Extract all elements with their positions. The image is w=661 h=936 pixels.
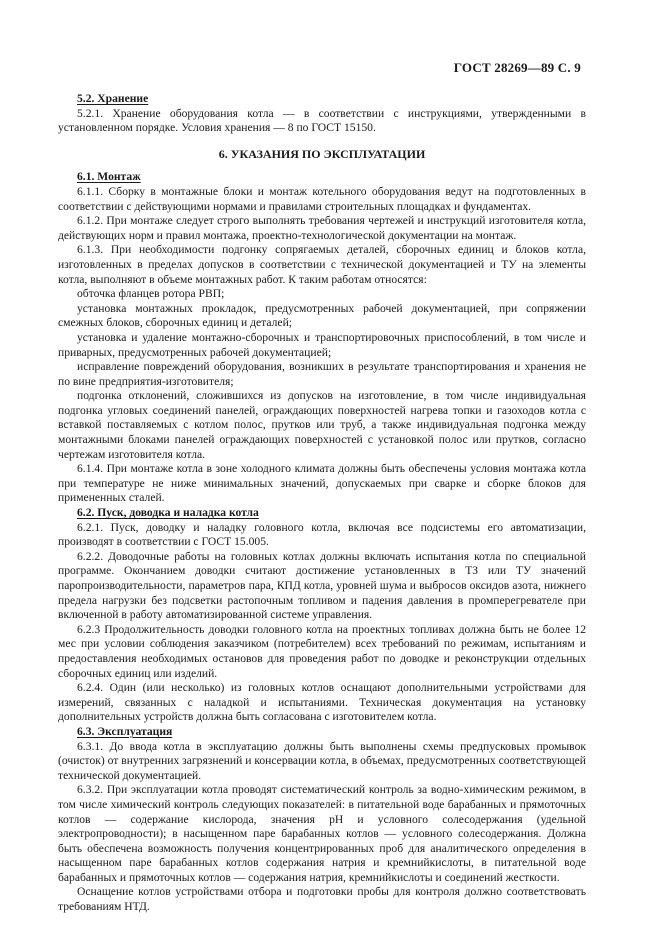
paragraph-6-2-3: 6.2.3 Продолжительность доводки головного котла на проектных топливах должна быть не более 12 мес при условии соблюдения заказчиком (потребителем) всех требований по режимам, испытаниям и предоставления необходимых остановов для проведения работ по доводке и реконструкции отдельных сборочных единиц или изделий. [58,622,586,680]
paragraph-6-2-2: 6.2.2. Доводочные работы на головных котлах должны включать испытания котла по специальной программе. Окончанием доводки считают достижение установленных в ТЗ или ТУ значений паропроизводительности, параметров пара, КПД котла, уровней шума и выбросов оксидов азота, нижнего предела нагрузки без подсветки растопочным топливом и падения давления в промперегревателе при включенной в работу автоматизированной системе управления. [58,549,586,622]
paragraph-6-1-3: 6.1.3. При необходимости подгонку сопрягаемых деталей, сборочных единиц и блоков котла, изготовленных в пределах допусков в соответствии с технической документацией и ТУ на элементы котла, выполняют в объеме монтажных работ. К таким работам относятся: [58,243,586,286]
section-heading-6-1: 6.1. Монтаж [77,170,141,184]
paragraph-6-3-2: 6.3.2. При эксплуатации котла проводят систематический контроль за водно-химическим режимом, в том числе химический контроль следующих показателей: в питательной воде барабанных и прямоточных котлов — содержание кислорода, значения pH и условного солесодержания (удельной электропроводности); в насыщенном паре барабанных котлов — условного солесодержания. Должна быть обеспечена возможность получения концентрированных проб для аналитического определения в насыщенном паре барабанных котлов содержания натрия и кремнийкислоты, в питательной воде барабанных и прямоточных котлов — содержания натрия, кремнийкислоты и соединений жесткости. [58,783,586,884]
section-heading-6-3: 6.3. Эксплуатация [77,724,173,738]
paragraph-6-1-2: 6.1.2. При монтаже следует строго выполнять требования чертежей и инструкций изготовителя котла, действующих норм и правил монтажа, проектно-технологической документации на монтаж. [58,214,586,242]
paragraph-5-2-1: 5.2.1. Хранение оборудования котла — в соответствии с инструкциями, утвержденными в установленном порядке. Условия хранения — 8 по ГОСТ 15150. [58,106,586,135]
paragraph-6-2-1: 6.2.1. Пуск, доводку и наладку головного котла, включая все подсистемы его автоматизации, производят в соответствии с ГОСТ 15.005. [58,520,586,549]
chapter-heading-6: 6. УКАЗАНИЯ ПО ЭКСПЛУАТАЦИИ [218,146,426,161]
paragraph-6-3-3: Оснащение котлов устройствами отбора и подготовки пробы для контроля должно соответствовать требованиям НТД. [58,885,586,914]
paragraph-6-3-1: 6.3.1. До ввода котла в эксплуатацию должны быть выполнены схемы предпусковых промывок (очисток) от внутренних загрязнений и консервации котла, в объемах, предусмотренных соответствующей технической документацией. [58,739,587,782]
list-item: установка монтажных прокладок, предусмотренных рабочей документацией, при сопряжении смежных блоков, сборочных единиц и деталей; [58,301,586,330]
running-header: ГОСТ 28269—89 С. 9 [453,60,581,75]
list-item: установка и удаление монтажно-сборочных и транспортировочных приспособлений, в том числе и приварных, предусмотренных рабочей документацией; [58,330,586,359]
list-item: исправление повреждений оборудования, возникших в результате транспортирования и хранения не по вине предприятия-изготовителя; [58,360,586,388]
paragraph-6-2-4: 6.2.4. Один (или несколько) из головных котлов оснащают дополнительными устройствами для измерений, связанных с наладкой и испытаниями. Техническая документация на установку дополнительных устройств должна быть согласована с изготовителем котла. [58,681,586,724]
list-item: обточка фланцев ротора РВП; [77,287,225,301]
section-heading-5-2: 5.2. Хранение [77,92,149,105]
paragraph-6-1-4: 6.1.4. При монтаже котла в зоне холодного климата должны быть обеспечены условия монтажа котла при температуре не ниже минимальных значений, допускаемых при сварке и сборке блоков для примененных сталей. [58,462,586,505]
document-body [58,92,586,915]
paragraph-6-1-1: 6.1.1. Сборку в монтажные блоки и монтаж котельного оборудования ведут на подготовленных в соответствии с действующими нормами и правилами строительных площадках и фундаментах. [58,184,586,213]
list-item: подгонка отклонений, сложившихся из допусков на изготовление, в том числе индивидуальная подгонка угловых соединений панелей, ограждающих поверхностей нагрева топки и газоходов котла с вставкой поставляемых с котлом полос, прутков или труб, а также индивидуальная подгонка между монтажными блоками панелей ограждающих поверхностей с установкой полос или прутков, согласно чертежам изготовителя котла. [58,389,586,461]
section-heading-6-2: 6.2. Пуск, доводка и наладка котла [77,506,259,520]
